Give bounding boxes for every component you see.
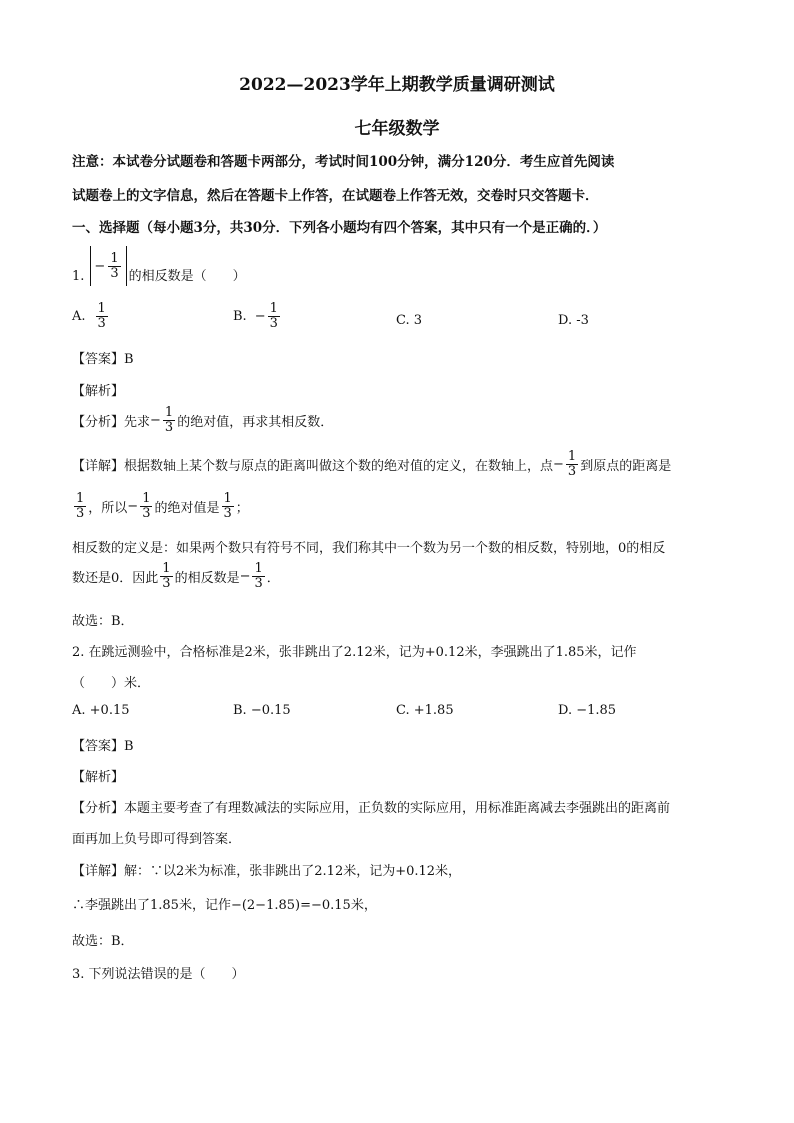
minus-sign: − [127,498,139,514]
detail-text: ； [235,500,249,516]
denominator: 3 [269,315,278,331]
denominator: 3 [223,505,232,521]
question-1 [72,246,246,286]
detail-text: ． [266,570,280,586]
denominator: 3 [76,505,85,521]
analysis-text: 【分析】先求 [72,414,151,430]
numerator: 1 [76,491,85,506]
analysis-1: 【解析】 [72,384,125,399]
denominator: 3 [164,419,174,435]
fraction [252,562,264,590]
detail-text: 到原点的距离是 [580,458,672,474]
detail-text: 的相反数是 [174,570,240,586]
absolute-value-expression [90,246,126,286]
option-b-label: B. [233,308,247,324]
question-3: 3. 下列说法错误的是（ ） [72,967,245,982]
option-a: A. +0.15 [72,703,130,718]
analysis-2-line-1: 【分析】本题主要考查了有理数减法的实际应用，正负数的实际应用，用标准距离减去李强跳出的距离前 [72,801,671,816]
fraction [74,492,86,520]
detail-text: 数还是0．因此 [72,570,159,586]
option-c: C. +1.85 [396,703,454,718]
fraction [566,450,578,478]
detail-line-3: 相反数的定义是：如果两个数只有符号不同，我们称其中一个数为另一个数的相反数，特别地，0的相反 [72,541,666,556]
page-subtitle: 七年级数学 [354,119,440,139]
numerator: 1 [162,561,171,576]
denominator: 3 [254,575,263,591]
fraction [163,406,175,434]
detail-text: 【详解】根据数轴上某个数与原点的距离叫做这个数的绝对值的定义，在数轴上，点 [72,458,554,474]
fraction [268,302,280,330]
detail-line-4 [72,562,280,590]
option-b [233,302,282,330]
minus-sign: − [553,456,564,472]
numerator: 1 [223,491,232,506]
analysis-2: 【解析】 [72,770,125,785]
detail-text: 的绝对值是 [154,500,220,516]
section-heading: 一、选择题（每小题3分，共30分．下列各小题均有四个答案，其中只有一个是正确的．） [72,220,607,236]
detail-line-1 [72,450,671,478]
page-title: 2022—2023学年上期教学质量调研测试 [239,75,555,95]
answer-2: 【答案】B [72,739,134,754]
numerator: 1 [164,405,174,420]
analysis-line [72,406,333,434]
notice-line-2: 试题卷上的文字信息，然后在答题卡上作答，在试题卷上作答无效，交卷时只交答题卡． [72,188,599,204]
denominator: 3 [142,505,151,521]
fraction [222,492,234,520]
denominator: 3 [567,463,577,479]
detail-text: ，所以 [88,500,128,516]
choose-2: 故选：B． [72,934,134,949]
numerator: 1 [110,250,119,266]
analysis-2-line-2: 面再加上负号即可得到答案． [72,832,242,847]
numerator: 1 [97,301,106,316]
fraction [96,302,108,330]
notice-line-1: 注意：本试卷分试题卷和答题卡两部分，考试时间100分钟，满分120分．考生应首先阅读 [72,154,615,170]
numerator: 1 [269,301,278,316]
detail-line-2 [72,492,249,520]
minus-sign: − [94,258,106,274]
numerator: 1 [142,491,151,506]
detail-2: 【详解】解：∵以2米为标准，张非跳出了2.12米，记为+0.12米， [72,864,462,879]
fraction [140,492,152,520]
choose-1: 故选：B． [72,614,134,629]
minus-sign: − [239,568,251,584]
therefore-2: ∴李强跳出了1.85米，记作−(2−1.85)=−0.15米， [72,898,377,913]
question-text: 的相反数是（ ） [128,269,246,284]
option-a-label: A. [72,308,86,324]
option-c: C. 3 [396,313,423,328]
option-d: D. -3 [558,313,589,328]
denominator: 3 [97,315,106,331]
fraction [108,252,120,280]
minus-sign: − [150,412,161,428]
option-d: D. −1.85 [558,703,617,718]
fraction [160,562,172,590]
denominator: 3 [162,575,171,591]
question-number: 1. [72,269,85,284]
numerator: 1 [567,449,577,464]
option-a [72,302,110,330]
answer-1: 【答案】B [72,352,134,367]
analysis-text: 的绝对值，再求其相反数． [177,414,334,430]
question-2-line-2: （ ）米． [72,676,151,691]
question-2-line-1: 2. 在跳远测验中，合格标准是2米，张非跳出了2.12米，记为+0.12米，李强跳出了1.85米，记作 [72,645,637,660]
minus-sign: − [254,308,266,324]
denominator: 3 [110,265,119,281]
numerator: 1 [254,561,263,576]
option-b: B. −0.15 [233,703,291,718]
